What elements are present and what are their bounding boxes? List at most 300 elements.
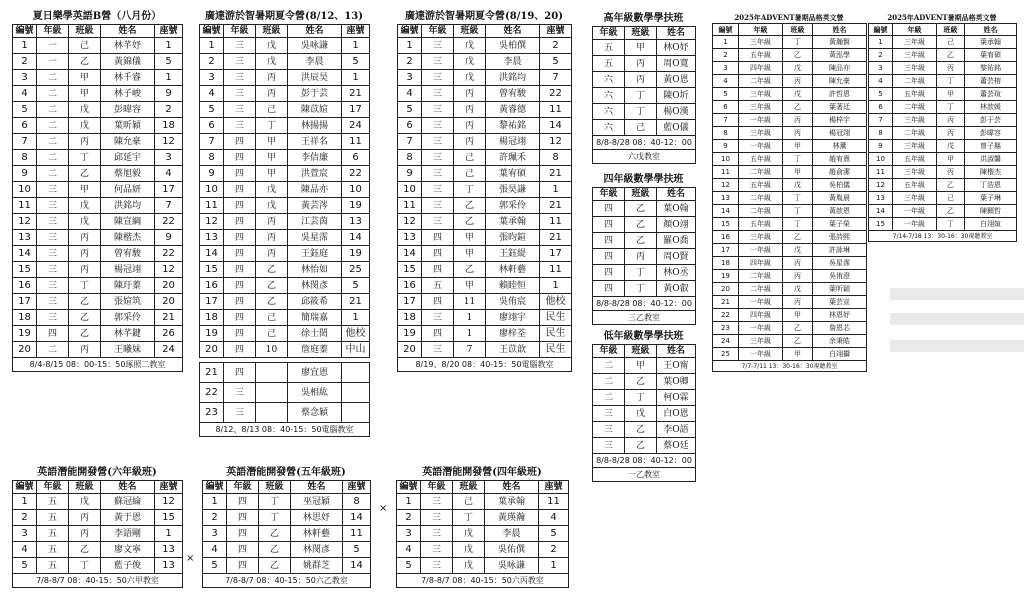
- name-cell: 陳品亦: [813, 62, 867, 75]
- grade-cell: 一年級: [893, 205, 937, 218]
- name-cell: 許哲恩: [813, 88, 867, 101]
- seat-cell: 1: [342, 70, 370, 86]
- name-cell: 柯O霖: [657, 390, 696, 406]
- number-cell: 1: [200, 38, 224, 54]
- class-cell: 甲: [256, 134, 288, 150]
- class-cell: 丙: [783, 75, 813, 88]
- table-row: [593, 72, 696, 88]
- name-cell: 黎祐銘: [486, 118, 540, 134]
- class-cell: 乙: [454, 214, 486, 230]
- number-cell: 9: [869, 140, 893, 153]
- seat-cell: 21: [155, 310, 183, 326]
- number-cell: 18: [200, 310, 224, 326]
- name-cell: 蔡念穎: [288, 403, 342, 423]
- column-header: 年級: [37, 481, 69, 494]
- class-cell: 丁: [454, 182, 486, 198]
- seat-cell: 20: [155, 278, 183, 294]
- name-cell: 顏O翊: [657, 217, 696, 233]
- grey-band: [890, 288, 1024, 300]
- table-row: [869, 62, 1017, 75]
- name-cell: 周O寬: [657, 56, 696, 72]
- seat-cell: 民生: [540, 342, 572, 358]
- seat-cell: 22: [540, 86, 572, 102]
- seat-cell: 11: [540, 262, 572, 278]
- name-cell: 陳楷杰: [101, 230, 155, 246]
- name-cell: 林軒藝: [486, 262, 540, 278]
- name-cell: 黃瑛瀚: [485, 510, 539, 526]
- block-footer-time: 8/8-8/28 08：40-12：00: [593, 454, 696, 468]
- name-cell: 林閔彥: [288, 278, 342, 294]
- table-row: [593, 233, 696, 249]
- number-cell: 11: [13, 198, 37, 214]
- table-row: [200, 38, 370, 54]
- name-cell: 林芊鍵: [101, 326, 155, 342]
- class-cell: 丙: [69, 246, 101, 262]
- class-cell: 乙: [259, 526, 291, 542]
- seat-cell: 15: [155, 510, 183, 526]
- class-cell: 乙: [625, 217, 657, 233]
- name-cell: 楊冠翊: [101, 262, 155, 278]
- name-cell: 蔡O廷: [657, 438, 696, 454]
- block-title: 英語潛能開發營(六年級班): [37, 467, 157, 478]
- table-row: [713, 205, 867, 218]
- class-cell: 丁: [937, 218, 965, 231]
- class-cell: 丁: [625, 104, 657, 120]
- block-footer-room: 一乙教室: [593, 468, 696, 482]
- number-cell: 5: [203, 558, 227, 574]
- table-row: [593, 406, 696, 422]
- table-row: [713, 153, 867, 166]
- name-cell: 王O甯: [657, 358, 696, 374]
- class-cell: 丙: [783, 296, 813, 309]
- table-row: [200, 70, 370, 86]
- english-potential-grade5-table: [202, 480, 371, 588]
- seat-cell: 17: [540, 246, 572, 262]
- class-cell: 乙: [625, 374, 657, 390]
- table-row: [13, 134, 183, 150]
- table-row: [593, 217, 696, 233]
- seat-cell: 24: [155, 342, 183, 358]
- name-cell: 曾宥駿: [101, 246, 155, 262]
- class-cell: 乙: [454, 198, 486, 214]
- name-cell: 李晨: [485, 526, 539, 542]
- class-cell: 乙: [69, 294, 101, 310]
- name-cell: 廖文寧: [101, 542, 155, 558]
- grade-cell: 三: [224, 118, 256, 134]
- name-cell: 白翊媗: [965, 218, 1017, 231]
- name-cell: 葉芸宣: [813, 296, 867, 309]
- class-cell: 戊: [453, 526, 485, 542]
- seat-cell: 9: [155, 86, 183, 102]
- number-cell: 19: [13, 326, 37, 342]
- column-header: 姓名: [965, 24, 1017, 36]
- class-cell: 乙: [625, 201, 657, 217]
- table-row: [593, 104, 696, 120]
- class-cell: 甲: [454, 278, 486, 294]
- column-header: 姓名: [657, 188, 696, 201]
- table-row: [200, 182, 370, 198]
- grade-cell: 三: [421, 542, 453, 558]
- class-cell: [256, 363, 288, 383]
- grade-cell: 二: [37, 86, 69, 102]
- seat-cell: 21: [540, 230, 572, 246]
- table-row: [200, 230, 370, 246]
- grade-cell: 三年級: [893, 49, 937, 62]
- class-cell: 乙: [69, 310, 101, 326]
- table-row: [869, 88, 1017, 101]
- grade-cell: 六: [593, 72, 625, 88]
- grade-cell: 四: [227, 526, 259, 542]
- seat-cell: 21: [540, 198, 572, 214]
- seat-cell: 11: [540, 102, 572, 118]
- name-cell: 周O賢: [657, 249, 696, 265]
- grade-cell: 四: [224, 310, 256, 326]
- name-cell: 葉宥碩: [486, 166, 540, 182]
- grade-cell: 三年級: [893, 114, 937, 127]
- grade-cell: 四: [593, 201, 625, 217]
- name-cell: 陳顥哲: [965, 205, 1017, 218]
- grade-cell: 三: [37, 278, 69, 294]
- table-row: [398, 70, 572, 86]
- number-cell: 4: [13, 542, 37, 558]
- grade-cell: 四: [422, 262, 454, 278]
- name-cell: 王苡歆: [486, 342, 540, 358]
- table-row: [398, 118, 572, 134]
- number-cell: 2: [397, 510, 421, 526]
- seat-cell: 12: [155, 262, 183, 278]
- grade-cell: 六: [593, 88, 625, 104]
- quanta-camp-819-table: [397, 24, 572, 372]
- number-cell: 2: [203, 510, 227, 526]
- column-header: 班級: [625, 345, 657, 358]
- number-cell: 22: [713, 309, 739, 322]
- seat-cell: 12: [540, 134, 572, 150]
- number-cell: 22: [200, 383, 224, 403]
- grade-cell: 一: [37, 54, 69, 70]
- number-cell: 5: [13, 102, 37, 118]
- name-cell: 藍O儀: [657, 120, 696, 136]
- table-row: [713, 218, 867, 231]
- table-row: [200, 403, 370, 423]
- number-cell: 4: [13, 86, 37, 102]
- name-cell: 葉承翰: [965, 36, 1017, 49]
- table-row: [13, 118, 183, 134]
- grade-cell: 二年級: [739, 166, 783, 179]
- table-row: [200, 150, 370, 166]
- class-cell: 乙: [259, 558, 291, 574]
- column-header: 姓名: [288, 25, 342, 38]
- column-header: 姓名: [657, 345, 696, 358]
- number-cell: 15: [398, 262, 422, 278]
- seat-cell: 4: [155, 166, 183, 182]
- number-cell: 19: [398, 326, 422, 342]
- senior-math-class-table: [592, 26, 696, 164]
- class-cell: 丁: [783, 192, 813, 205]
- table-row: [869, 153, 1017, 166]
- seat-cell: 11: [343, 526, 371, 542]
- quanta-camp-819-block: [397, 10, 571, 372]
- number-cell: 3: [869, 62, 893, 75]
- grade-cell: 五: [37, 542, 69, 558]
- block-title: 高年級數學學扶班: [603, 13, 684, 24]
- number-cell: 10: [398, 182, 422, 198]
- table-row: [398, 54, 572, 70]
- table-row: [869, 127, 1017, 140]
- class-cell: 甲: [256, 150, 288, 166]
- grade-cell: 五年級: [739, 49, 783, 62]
- class-cell: 丁: [937, 101, 965, 114]
- class-cell: 丁: [783, 153, 813, 166]
- class-cell: 丙: [256, 70, 288, 86]
- number-cell: 1: [203, 494, 227, 510]
- grade-cell: 三: [422, 310, 454, 326]
- name-cell: 陳苡媗: [288, 102, 342, 118]
- class-cell: 戊: [625, 406, 657, 422]
- class-cell: 丙: [256, 86, 288, 102]
- junior-math-class-table: [592, 344, 696, 482]
- class-cell: 乙: [625, 422, 657, 438]
- number-cell: 16: [398, 278, 422, 294]
- grade-cell: 四: [224, 326, 256, 342]
- number-cell: 13: [398, 230, 422, 246]
- cross-mark: ×: [379, 503, 388, 514]
- table-row: [869, 140, 1017, 153]
- column-header: 班級: [937, 24, 965, 36]
- class-cell: 丙: [69, 510, 101, 526]
- seat-cell: 13: [155, 542, 183, 558]
- class-cell: 己: [625, 120, 657, 136]
- grade-cell: 二年級: [739, 192, 783, 205]
- table-row: [713, 283, 867, 296]
- class-cell: 甲: [783, 166, 813, 179]
- name-cell: 楊冠翊: [813, 127, 867, 140]
- number-cell: 19: [200, 326, 224, 342]
- table-row: [713, 192, 867, 205]
- number-cell: 4: [398, 86, 422, 102]
- name-cell: 張昊謙: [486, 182, 540, 198]
- seat-cell: 17: [155, 182, 183, 198]
- class-cell: 丁: [256, 118, 288, 134]
- grade-cell: 四: [224, 278, 256, 294]
- grade-cell: 三年級: [739, 127, 783, 140]
- table-row: [869, 114, 1017, 127]
- name-cell: 蘇冠綸: [101, 494, 155, 510]
- grade-cell: 一: [37, 38, 69, 54]
- table-row: [13, 494, 183, 510]
- class-cell: 丙: [256, 214, 288, 230]
- name-cell: 林歆媛: [965, 101, 1017, 114]
- seat-cell: 1: [540, 278, 572, 294]
- seat-cell: 5: [343, 542, 371, 558]
- class-cell: 戊: [69, 198, 101, 214]
- grade-cell: 五年級: [893, 88, 937, 101]
- seat-cell: 1: [540, 182, 572, 198]
- block-footer: 7/14-7/18 13：30-16：30視聽教室: [869, 231, 1017, 242]
- grade-cell: 五年級: [893, 153, 937, 166]
- english-potential-grade6-block: [12, 466, 182, 588]
- name-cell: 陳允豪: [101, 134, 155, 150]
- table-row: [200, 262, 370, 278]
- class-cell: 己: [256, 102, 288, 118]
- number-cell: 5: [713, 88, 739, 101]
- number-cell: 15: [200, 262, 224, 278]
- table-row: [398, 198, 572, 214]
- seat-cell: [342, 403, 370, 423]
- class-cell: 丁: [259, 510, 291, 526]
- grey-band: [890, 340, 1024, 352]
- number-cell: 2: [713, 49, 739, 62]
- seat-cell: 1: [155, 70, 183, 86]
- name-cell: 楊冠翊: [486, 134, 540, 150]
- grade-cell: 一年級: [739, 348, 783, 361]
- name-cell: 余秉皓: [813, 335, 867, 348]
- column-header: 年級: [593, 27, 625, 40]
- number-cell: 21: [713, 296, 739, 309]
- class-cell: 戊: [256, 54, 288, 70]
- grade-cell: 三: [422, 166, 454, 182]
- table-row: [200, 342, 370, 358]
- class-cell: 乙: [256, 278, 288, 294]
- table-row: [713, 322, 867, 335]
- table-row: [200, 363, 370, 383]
- table-row: [398, 150, 572, 166]
- name-cell: 許珮禾: [486, 150, 540, 166]
- name-cell: 林揚揚: [288, 118, 342, 134]
- column-header: 班級: [454, 25, 486, 38]
- english-b-camp-block: [12, 10, 182, 372]
- table-row: [593, 374, 696, 390]
- table-row: [200, 118, 370, 134]
- grade-cell: 三: [224, 403, 256, 423]
- grade-cell: 三: [422, 118, 454, 134]
- name-cell: 洪銘均: [486, 70, 540, 86]
- name-cell: 張詩熙: [813, 231, 867, 244]
- table-row: [200, 326, 370, 342]
- seat-cell: 11: [539, 494, 569, 510]
- column-header: 年級: [227, 481, 259, 494]
- class-cell: 甲: [625, 358, 657, 374]
- grade-cell: 三: [421, 558, 453, 574]
- table-row: [200, 214, 370, 230]
- class-cell: 丁: [937, 75, 965, 88]
- class-cell: 丁: [625, 390, 657, 406]
- table-row: [397, 494, 569, 510]
- table-row: [200, 102, 370, 118]
- class-cell: 乙: [454, 262, 486, 278]
- grade-cell: 四年級: [739, 62, 783, 75]
- name-cell: 廖翊宇: [486, 310, 540, 326]
- name-cell: 曾子縣: [965, 140, 1017, 153]
- name-cell: 趙俞潔: [813, 166, 867, 179]
- number-cell: 7: [200, 134, 224, 150]
- number-cell: 9: [13, 166, 37, 182]
- grade-cell: 二: [37, 166, 69, 182]
- number-cell: 15: [713, 218, 739, 231]
- header-row: [593, 188, 696, 201]
- seat-cell: 1: [342, 310, 370, 326]
- class-cell: 己: [69, 38, 101, 54]
- name-cell: 吳星霈: [813, 257, 867, 270]
- table-row: [713, 244, 867, 257]
- class-cell: 甲: [937, 88, 965, 101]
- class-cell: 甲: [454, 246, 486, 262]
- name-cell: 賴睦恒: [486, 278, 540, 294]
- grade-cell: 四: [224, 246, 256, 262]
- column-header: 班級: [259, 481, 291, 494]
- class-cell: 戊: [454, 54, 486, 70]
- grade-cell: 四: [422, 246, 454, 262]
- grade-cell: 四: [224, 214, 256, 230]
- number-cell: 11: [398, 198, 422, 214]
- seat-cell: 1: [342, 38, 370, 54]
- number-cell: 13: [869, 192, 893, 205]
- name-cell: 楊梓宇: [813, 114, 867, 127]
- grade-cell: 四: [37, 326, 69, 342]
- class-cell: 甲: [69, 86, 101, 102]
- seat-cell: 17: [342, 102, 370, 118]
- column-header: 編號: [869, 24, 893, 36]
- number-cell: 4: [203, 542, 227, 558]
- class-cell: 己: [937, 192, 965, 205]
- table-row: [713, 75, 867, 88]
- seat-cell: 22: [342, 166, 370, 182]
- seat-cell: 他校: [342, 326, 370, 342]
- table-row: [398, 214, 572, 230]
- name-cell: 陳宣綱: [101, 214, 155, 230]
- grade-cell: 四: [224, 262, 256, 278]
- number-cell: 2: [398, 54, 422, 70]
- block-footer: 7/8-8/7 08：40-15：50六丙教室: [397, 574, 569, 588]
- grade-cell: 四: [422, 294, 454, 310]
- class-cell: 戊: [256, 182, 288, 198]
- table-row: [203, 542, 371, 558]
- seat-cell: 14: [343, 510, 371, 526]
- grade-cell: 三年級: [893, 192, 937, 205]
- class-cell: 丁: [69, 278, 101, 294]
- grade-cell: 四: [224, 230, 256, 246]
- name-cell: 林思妤: [291, 510, 343, 526]
- class-cell: 戊: [69, 214, 101, 230]
- grade-cell: 四: [593, 265, 625, 281]
- number-cell: 20: [713, 283, 739, 296]
- class-cell: 甲: [937, 153, 965, 166]
- name-cell: 詹庭蓁: [288, 342, 342, 358]
- name-cell: 吳咏謙: [485, 558, 539, 574]
- class-cell: 戊: [453, 542, 485, 558]
- header-row: [200, 25, 370, 38]
- table-row: [398, 310, 572, 326]
- name-cell: 林怡如: [288, 262, 342, 278]
- number-cell: 2: [200, 54, 224, 70]
- name-cell: 黃芸涔: [288, 198, 342, 214]
- table-row: [13, 558, 183, 574]
- seat-cell: 12: [155, 134, 183, 150]
- column-header: 座號: [155, 481, 183, 494]
- table-row: [713, 296, 867, 309]
- class-cell: [256, 383, 288, 403]
- grade-cell: 一年級: [739, 296, 783, 309]
- column-header: 班級: [69, 25, 101, 38]
- class-cell: 乙: [783, 231, 813, 244]
- table-row: [869, 75, 1017, 88]
- table-row: [13, 278, 183, 294]
- grade-cell: 三: [422, 214, 454, 230]
- grade-cell: 三: [37, 182, 69, 198]
- block-title: 夏日樂學英語B營（八月份）: [32, 11, 162, 22]
- column-header: 姓名: [101, 481, 155, 494]
- class-cell: 乙: [625, 233, 657, 249]
- table-row: [398, 102, 572, 118]
